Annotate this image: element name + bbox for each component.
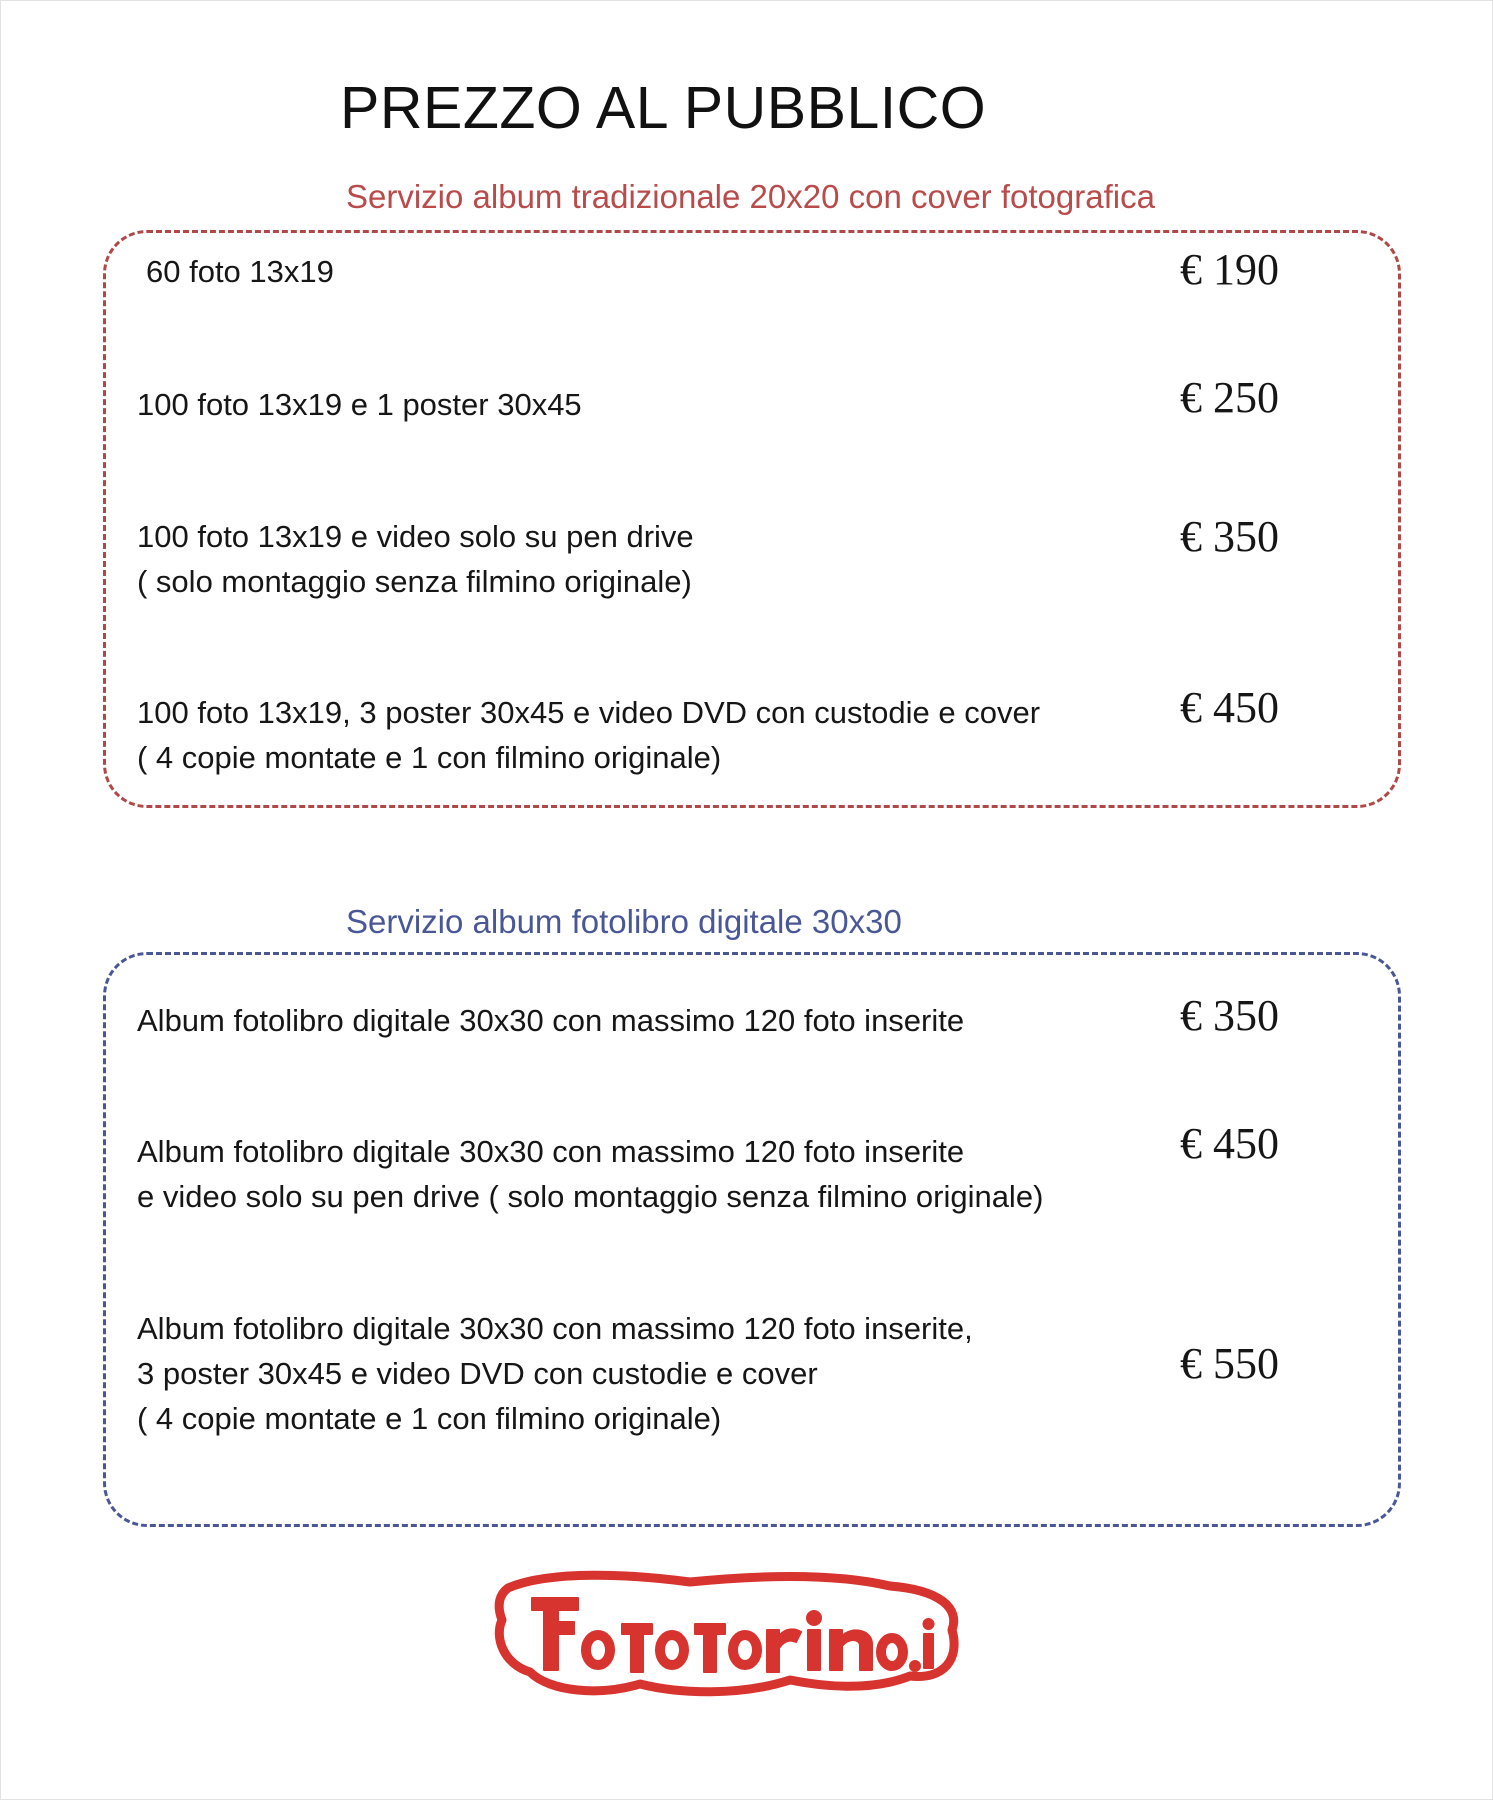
item-line: 100 foto 13x19, 3 poster 30x45 e video DVD con custodie e cover bbox=[137, 695, 1041, 730]
page-title: PREZZO AL PUBBLICO bbox=[340, 75, 987, 141]
item-price: € 550 bbox=[1180, 1339, 1279, 1388]
section-heading-traditional: Servizio album tradizionale 20x20 con cover fotografica bbox=[346, 178, 1155, 215]
item-description bbox=[137, 514, 694, 604]
item-line: e video solo su pen drive ( solo montaggio senza filmino originale) bbox=[137, 1179, 1044, 1214]
item-description bbox=[137, 382, 582, 427]
item-price: € 190 bbox=[1180, 245, 1279, 294]
item-line: Album fotolibro digitale 30x30 con massimo 120 foto inserite bbox=[137, 1134, 965, 1169]
item-price: € 350 bbox=[1180, 991, 1279, 1040]
fototorino-logo bbox=[490, 1568, 970, 1703]
item-line: 3 poster 30x45 e video DVD con custodie e cover bbox=[137, 1356, 818, 1391]
item-description bbox=[146, 249, 334, 294]
item-description bbox=[137, 1306, 973, 1441]
item-line: Album fotolibro digitale 30x30 con massimo 120 foto inserite bbox=[137, 1003, 965, 1038]
item-description bbox=[137, 998, 964, 1043]
item-line: Album fotolibro digitale 30x30 con massimo 120 foto inserite, bbox=[137, 1311, 973, 1346]
item-line: ( solo montaggio senza filmino originale) bbox=[137, 564, 692, 599]
item-price: € 450 bbox=[1180, 683, 1279, 732]
item-line: 100 foto 13x19 e 1 poster 30x45 bbox=[137, 387, 582, 422]
item-description bbox=[137, 1129, 1043, 1219]
item-line: ( 4 copie montate e 1 con filmino originale) bbox=[137, 1401, 722, 1436]
section-heading-digital: Servizio album fotolibro digitale 30x30 bbox=[346, 903, 902, 940]
item-price: € 350 bbox=[1180, 512, 1279, 561]
item-line: ( 4 copie montate e 1 con filmino originale) bbox=[137, 740, 722, 775]
item-price: € 450 bbox=[1180, 1119, 1279, 1168]
item-description bbox=[137, 690, 1040, 780]
item-line: 100 foto 13x19 e video solo su pen drive bbox=[137, 519, 694, 554]
item-line: 60 foto 13x19 bbox=[146, 254, 334, 289]
item-price: € 250 bbox=[1180, 373, 1279, 422]
